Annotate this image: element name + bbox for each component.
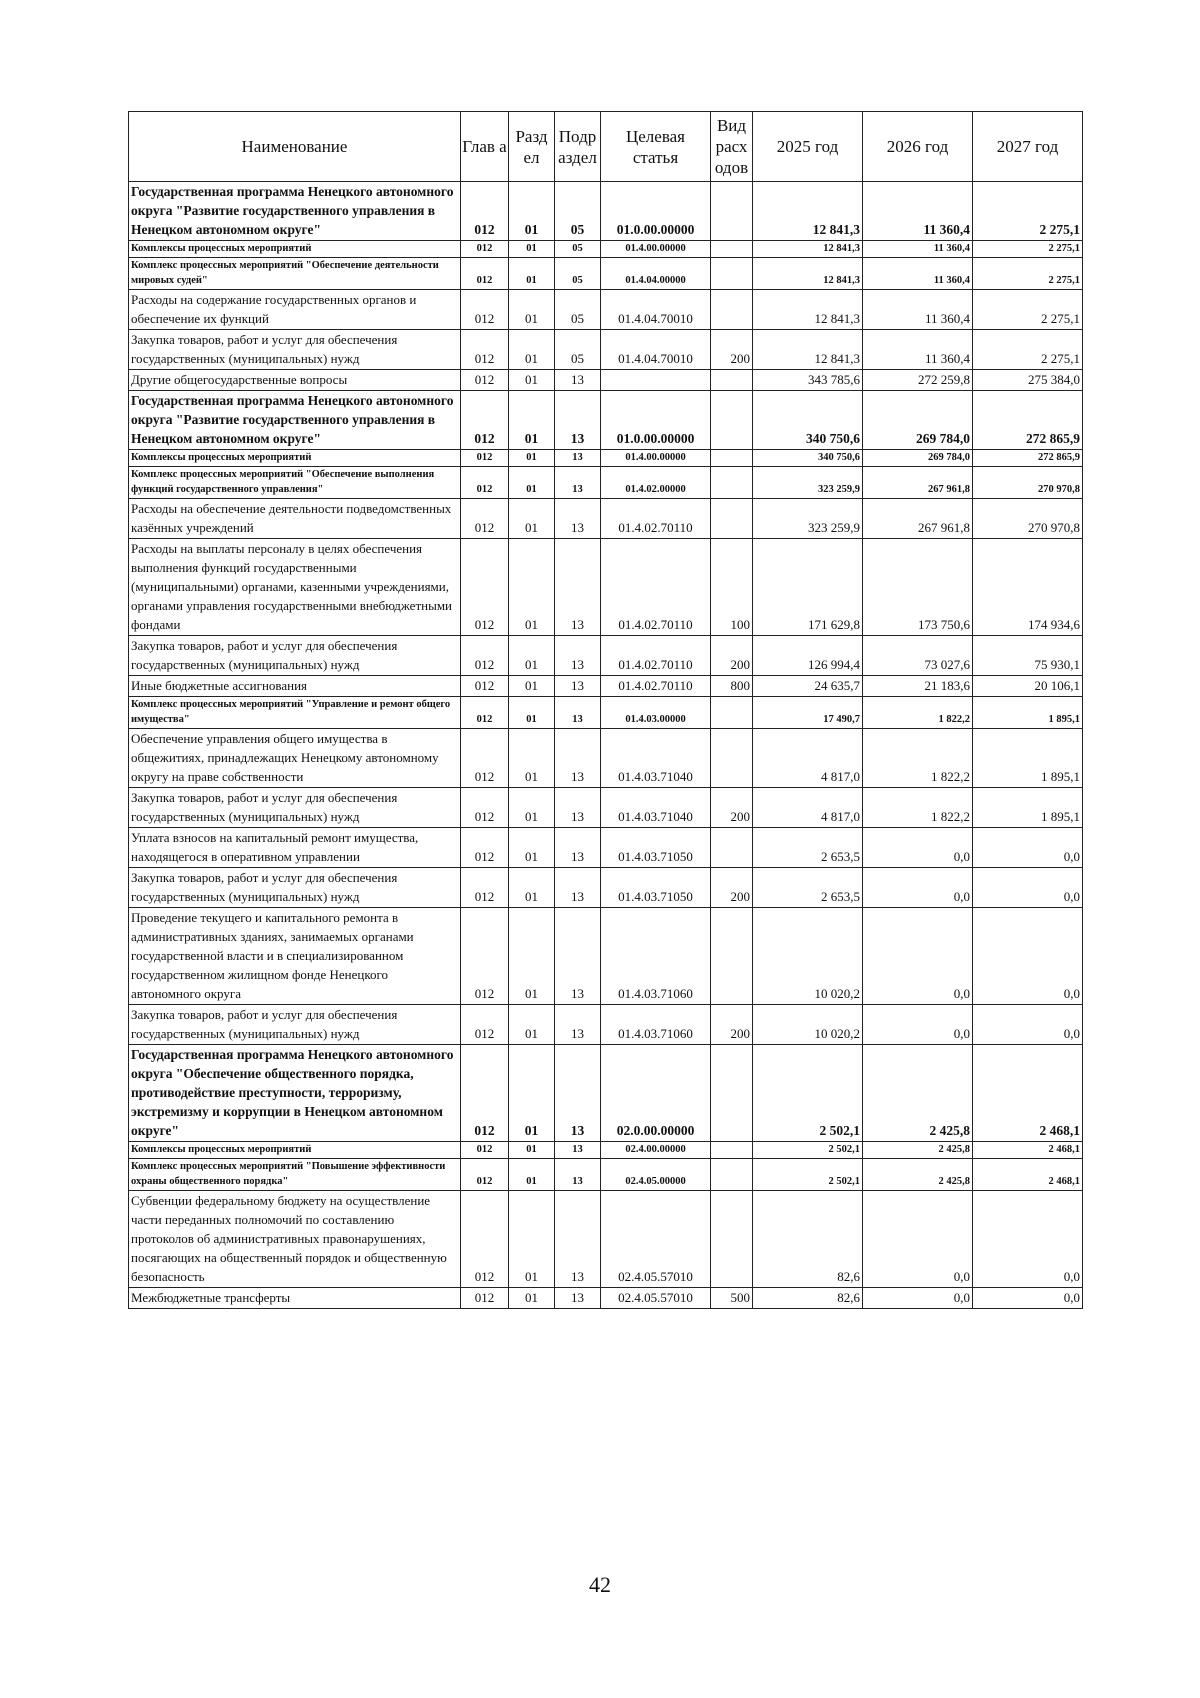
row-target-article: 01.4.02.70110	[601, 499, 711, 539]
table-row	[129, 908, 1083, 1005]
row-target-article: 01.0.00.00000	[601, 391, 711, 450]
row-amount-2027: 0,0	[973, 1005, 1083, 1045]
row-amount-2025: 340 750,6	[753, 391, 863, 450]
row-amount-2026: 11 360,4	[863, 241, 973, 258]
row-expense-type	[711, 241, 753, 258]
row-name: Иные бюджетные ассигнования	[129, 676, 461, 697]
table-row	[129, 258, 1083, 290]
table-row	[129, 467, 1083, 499]
row-podrazdel: 13	[555, 1191, 601, 1288]
row-amount-2026: 0,0	[863, 1005, 973, 1045]
row-amount-2025: 2 502,1	[753, 1159, 863, 1191]
row-razdel: 01	[509, 1288, 555, 1309]
row-glava: 012	[461, 499, 509, 539]
table-row	[129, 828, 1083, 868]
row-amount-2025: 2 653,5	[753, 868, 863, 908]
row-amount-2025: 12 841,3	[753, 290, 863, 330]
row-expense-type	[711, 499, 753, 539]
row-glava: 012	[461, 539, 509, 636]
row-podrazdel: 13	[555, 499, 601, 539]
row-glava: 012	[461, 330, 509, 370]
row-glava: 012	[461, 467, 509, 499]
row-target-article: 01.4.03.71050	[601, 828, 711, 868]
row-razdel: 01	[509, 499, 555, 539]
row-name: Проведение текущего и капитального ремонта в административных зданиях, занимаемых органами государственной власти и в специализированном государственном жилищном фонде Ненецкого автономного округа	[129, 908, 461, 1005]
row-glava: 012	[461, 391, 509, 450]
row-podrazdel: 05	[555, 241, 601, 258]
table-row	[129, 391, 1083, 450]
row-amount-2025: 82,6	[753, 1191, 863, 1288]
row-amount-2027: 272 865,9	[973, 450, 1083, 467]
row-expense-type	[711, 290, 753, 330]
row-amount-2025: 171 629,8	[753, 539, 863, 636]
row-name: Субвенции федеральному бюджету на осуществление части переданных полномочий по составлению протоколов об административных правонарушениях, посягающих на общественный порядок и общественную безопасность	[129, 1191, 461, 1288]
row-amount-2026: 2 425,8	[863, 1045, 973, 1142]
table-row	[129, 370, 1083, 391]
row-razdel: 01	[509, 1045, 555, 1142]
row-amount-2027: 1 895,1	[973, 697, 1083, 729]
table-row	[129, 729, 1083, 788]
row-amount-2026: 1 822,2	[863, 788, 973, 828]
row-target-article: 01.4.03.71060	[601, 1005, 711, 1045]
row-amount-2026: 21 183,6	[863, 676, 973, 697]
row-target-article: 02.4.00.00000	[601, 1142, 711, 1159]
row-razdel: 01	[509, 539, 555, 636]
page-number: 42	[589, 1572, 611, 1597]
row-name: Комплекс процессных мероприятий "Повышение эффективности охраны общественного порядка"	[129, 1159, 461, 1191]
row-target-article: 01.4.02.70110	[601, 539, 711, 636]
row-amount-2027: 0,0	[973, 908, 1083, 1005]
row-amount-2025: 126 994,4	[753, 636, 863, 676]
row-razdel: 01	[509, 391, 555, 450]
row-amount-2027: 2 275,1	[973, 330, 1083, 370]
row-glava: 012	[461, 1191, 509, 1288]
row-name: Комплекс процессных мероприятий "Обеспечение деятельности мировых судей"	[129, 258, 461, 290]
row-podrazdel: 13	[555, 1142, 601, 1159]
row-amount-2027: 275 384,0	[973, 370, 1083, 391]
table-row	[129, 1159, 1083, 1191]
row-podrazdel: 13	[555, 1159, 601, 1191]
table-row	[129, 182, 1083, 241]
row-amount-2026: 11 360,4	[863, 290, 973, 330]
row-amount-2027: 2 468,1	[973, 1045, 1083, 1142]
table-row	[129, 636, 1083, 676]
row-amount-2026: 267 961,8	[863, 467, 973, 499]
row-amount-2027: 270 970,8	[973, 499, 1083, 539]
row-razdel: 01	[509, 1005, 555, 1045]
row-amount-2026: 0,0	[863, 828, 973, 868]
row-expense-type	[711, 182, 753, 241]
row-amount-2025: 4 817,0	[753, 788, 863, 828]
row-podrazdel: 13	[555, 697, 601, 729]
row-amount-2025: 12 841,3	[753, 241, 863, 258]
row-amount-2025: 24 635,7	[753, 676, 863, 697]
row-amount-2026: 73 027,6	[863, 636, 973, 676]
row-expense-type: 200	[711, 788, 753, 828]
row-amount-2027: 0,0	[973, 1191, 1083, 1288]
row-amount-2027: 2 275,1	[973, 241, 1083, 258]
row-amount-2027: 270 970,8	[973, 467, 1083, 499]
row-expense-type	[711, 467, 753, 499]
table-row	[129, 330, 1083, 370]
row-podrazdel: 13	[555, 868, 601, 908]
row-target-article: 02.4.05.57010	[601, 1191, 711, 1288]
row-expense-type	[711, 1159, 753, 1191]
row-amount-2025: 2 502,1	[753, 1142, 863, 1159]
row-amount-2027: 0,0	[973, 868, 1083, 908]
row-glava: 012	[461, 636, 509, 676]
row-name: Расходы на обеспечение деятельности подведомственных казённых учреждений	[129, 499, 461, 539]
row-glava: 012	[461, 1005, 509, 1045]
row-expense-type	[711, 908, 753, 1005]
table-row	[129, 676, 1083, 697]
row-target-article: 01.4.02.00000	[601, 467, 711, 499]
row-amount-2026: 0,0	[863, 1191, 973, 1288]
row-podrazdel: 13	[555, 450, 601, 467]
row-expense-type	[711, 1045, 753, 1142]
row-amount-2027: 1 895,1	[973, 788, 1083, 828]
row-podrazdel: 13	[555, 676, 601, 697]
row-razdel: 01	[509, 729, 555, 788]
row-name: Уплата взносов на капитальный ремонт имущества, находящегося в оперативном управлении	[129, 828, 461, 868]
row-glava: 012	[461, 697, 509, 729]
row-podrazdel: 05	[555, 330, 601, 370]
row-amount-2025: 323 259,9	[753, 467, 863, 499]
row-razdel: 01	[509, 828, 555, 868]
table-row	[129, 1288, 1083, 1309]
row-expense-type: 500	[711, 1288, 753, 1309]
row-amount-2027: 174 934,6	[973, 539, 1083, 636]
row-name: Закупка товаров, работ и услуг для обеспечения государственных (муниципальных) нужд	[129, 636, 461, 676]
row-target-article: 01.4.03.71060	[601, 908, 711, 1005]
row-glava: 012	[461, 1045, 509, 1142]
table-body	[129, 182, 1083, 1309]
row-podrazdel: 13	[555, 1005, 601, 1045]
row-target-article: 01.4.04.70010	[601, 290, 711, 330]
row-amount-2025: 2 502,1	[753, 1045, 863, 1142]
row-podrazdel: 05	[555, 182, 601, 241]
row-name: Обеспечение управления общего имущества в общежитиях, принадлежащих Ненецкому автономному округу на праве собственности	[129, 729, 461, 788]
row-razdel: 01	[509, 182, 555, 241]
header-razdel: Разд ел	[509, 112, 555, 182]
row-amount-2025: 323 259,9	[753, 499, 863, 539]
row-amount-2025: 12 841,3	[753, 330, 863, 370]
row-target-article: 01.4.03.00000	[601, 697, 711, 729]
row-amount-2027: 2 275,1	[973, 290, 1083, 330]
row-glava: 012	[461, 370, 509, 391]
table-row	[129, 290, 1083, 330]
row-amount-2025: 17 490,7	[753, 697, 863, 729]
row-amount-2026: 0,0	[863, 908, 973, 1005]
row-amount-2027: 2 275,1	[973, 258, 1083, 290]
row-glava: 012	[461, 1142, 509, 1159]
row-name: Расходы на содержание государственных органов и обеспечение их функций	[129, 290, 461, 330]
row-expense-type	[711, 391, 753, 450]
row-glava: 012	[461, 450, 509, 467]
row-expense-type	[711, 828, 753, 868]
row-name: Закупка товаров, работ и услуг для обеспечения государственных (муниципальных) нужд	[129, 330, 461, 370]
row-amount-2026: 272 259,8	[863, 370, 973, 391]
row-glava: 012	[461, 729, 509, 788]
row-amount-2027: 2 468,1	[973, 1159, 1083, 1191]
row-expense-type: 100	[711, 539, 753, 636]
row-expense-type	[711, 697, 753, 729]
row-amount-2026: 269 784,0	[863, 391, 973, 450]
row-name: Комплекс процессных мероприятий "Обеспечение выполнения функций государственного управления"	[129, 467, 461, 499]
row-razdel: 01	[509, 370, 555, 391]
row-glava: 012	[461, 828, 509, 868]
table-row	[129, 868, 1083, 908]
row-target-article: 01.4.00.00000	[601, 241, 711, 258]
row-amount-2025: 2 653,5	[753, 828, 863, 868]
row-name: Межбюджетные трансферты	[129, 1288, 461, 1309]
header-expense-type: Вид расх одов	[711, 112, 753, 182]
row-glava: 012	[461, 290, 509, 330]
row-expense-type: 800	[711, 676, 753, 697]
row-amount-2025: 4 817,0	[753, 729, 863, 788]
row-target-article: 01.4.04.70010	[601, 330, 711, 370]
row-podrazdel: 13	[555, 788, 601, 828]
table-header-row	[129, 112, 1083, 182]
row-name: Закупка товаров, работ и услуг для обеспечения государственных (муниципальных) нужд	[129, 788, 461, 828]
row-podrazdel: 05	[555, 290, 601, 330]
row-amount-2026: 1 822,2	[863, 729, 973, 788]
row-amount-2026: 2 425,8	[863, 1159, 973, 1191]
table-row	[129, 450, 1083, 467]
row-target-article: 01.4.03.71040	[601, 729, 711, 788]
row-name: Комплексы процессных мероприятий	[129, 450, 461, 467]
row-name: Закупка товаров, работ и услуг для обеспечения государственных (муниципальных) нужд	[129, 1005, 461, 1045]
row-amount-2026: 2 425,8	[863, 1142, 973, 1159]
table-row	[129, 788, 1083, 828]
row-podrazdel: 13	[555, 370, 601, 391]
row-amount-2026: 11 360,4	[863, 182, 973, 241]
row-podrazdel: 13	[555, 828, 601, 868]
row-expense-type	[711, 1142, 753, 1159]
row-podrazdel: 13	[555, 391, 601, 450]
table-row	[129, 1005, 1083, 1045]
row-target-article: 02.4.05.57010	[601, 1288, 711, 1309]
table-row	[129, 499, 1083, 539]
row-podrazdel: 05	[555, 258, 601, 290]
row-podrazdel: 13	[555, 908, 601, 1005]
row-amount-2025: 10 020,2	[753, 1005, 863, 1045]
row-name: Расходы на выплаты персоналу в целях обеспечения выполнения функций государственными (муниципальными) органами, казенными учреждениями, органами управления государственными внебюджетными фондами	[129, 539, 461, 636]
row-amount-2025: 343 785,6	[753, 370, 863, 391]
row-name: Другие общегосударственные вопросы	[129, 370, 461, 391]
row-amount-2026: 11 360,4	[863, 258, 973, 290]
row-name: Комплекс процессных мероприятий "Управление и ремонт общего имущества"	[129, 697, 461, 729]
row-target-article: 02.0.00.00000	[601, 1045, 711, 1142]
row-amount-2026: 0,0	[863, 868, 973, 908]
budget-table	[128, 111, 1083, 1309]
row-name: Государственная программа Ненецкого автономного округа "Развитие государственного управления в Ненецком автономном округе"	[129, 182, 461, 241]
header-name: Наименование	[129, 112, 461, 182]
row-name: Государственная программа Ненецкого автономного округа "Обеспечение общественного порядка, противодействие преступности, терроризму, экстремизму и коррупции в Ненецком автономном округе"	[129, 1045, 461, 1142]
row-razdel: 01	[509, 330, 555, 370]
row-expense-type	[711, 1191, 753, 1288]
row-amount-2026: 269 784,0	[863, 450, 973, 467]
row-amount-2025: 12 841,3	[753, 258, 863, 290]
row-razdel: 01	[509, 788, 555, 828]
row-razdel: 01	[509, 1142, 555, 1159]
table-row	[129, 697, 1083, 729]
row-glava: 012	[461, 1159, 509, 1191]
table-row	[129, 241, 1083, 258]
row-amount-2025: 12 841,3	[753, 182, 863, 241]
row-glava: 012	[461, 258, 509, 290]
header-2027: 2027 год	[973, 112, 1083, 182]
row-name: Закупка товаров, работ и услуг для обеспечения государственных (муниципальных) нужд	[129, 868, 461, 908]
row-target-article: 01.4.02.70110	[601, 676, 711, 697]
row-target-article: 01.4.00.00000	[601, 450, 711, 467]
row-amount-2027: 2 468,1	[973, 1142, 1083, 1159]
row-target-article: 02.4.05.00000	[601, 1159, 711, 1191]
row-amount-2027: 75 930,1	[973, 636, 1083, 676]
row-target-article: 01.0.00.00000	[601, 182, 711, 241]
row-glava: 012	[461, 788, 509, 828]
row-expense-type	[711, 258, 753, 290]
row-podrazdel: 13	[555, 467, 601, 499]
row-target-article	[601, 370, 711, 391]
row-razdel: 01	[509, 676, 555, 697]
row-amount-2025: 340 750,6	[753, 450, 863, 467]
row-amount-2026: 0,0	[863, 1288, 973, 1309]
row-amount-2025: 10 020,2	[753, 908, 863, 1005]
row-glava: 012	[461, 1288, 509, 1309]
row-amount-2027: 20 106,1	[973, 676, 1083, 697]
row-glava: 012	[461, 182, 509, 241]
row-expense-type: 200	[711, 1005, 753, 1045]
row-target-article: 01.4.04.00000	[601, 258, 711, 290]
table-row	[129, 1191, 1083, 1288]
row-podrazdel: 13	[555, 1045, 601, 1142]
row-name: Государственная программа Ненецкого автономного округа "Развитие государственного управления в Ненецком автономном округе"	[129, 391, 461, 450]
row-expense-type	[711, 729, 753, 788]
row-razdel: 01	[509, 1191, 555, 1288]
table-row	[129, 539, 1083, 636]
table-row	[129, 1142, 1083, 1159]
row-name: Комплексы процессных мероприятий	[129, 1142, 461, 1159]
row-amount-2026: 11 360,4	[863, 330, 973, 370]
row-amount-2027: 1 895,1	[973, 729, 1083, 788]
row-expense-type	[711, 370, 753, 391]
row-razdel: 01	[509, 908, 555, 1005]
row-razdel: 01	[509, 1159, 555, 1191]
row-name: Комплексы процессных мероприятий	[129, 241, 461, 258]
row-razdel: 01	[509, 697, 555, 729]
row-amount-2026: 1 822,2	[863, 697, 973, 729]
row-amount-2027: 0,0	[973, 1288, 1083, 1309]
row-amount-2027: 0,0	[973, 828, 1083, 868]
row-glava: 012	[461, 241, 509, 258]
row-razdel: 01	[509, 258, 555, 290]
row-amount-2026: 267 961,8	[863, 499, 973, 539]
row-razdel: 01	[509, 636, 555, 676]
header-target-article: Целевая статья	[601, 112, 711, 182]
header-podrazdel: Подр аздел	[555, 112, 601, 182]
row-razdel: 01	[509, 290, 555, 330]
row-amount-2025: 82,6	[753, 1288, 863, 1309]
budget-table-sheet	[128, 111, 1082, 1309]
header-glava: Глав а	[461, 112, 509, 182]
row-expense-type: 200	[711, 868, 753, 908]
row-expense-type: 200	[711, 330, 753, 370]
row-razdel: 01	[509, 467, 555, 499]
row-target-article: 01.4.03.71050	[601, 868, 711, 908]
row-target-article: 01.4.02.70110	[601, 636, 711, 676]
row-razdel: 01	[509, 868, 555, 908]
row-expense-type	[711, 450, 753, 467]
row-expense-type: 200	[711, 636, 753, 676]
header-2026: 2026 год	[863, 112, 973, 182]
row-podrazdel: 13	[555, 539, 601, 636]
row-glava: 012	[461, 676, 509, 697]
row-podrazdel: 13	[555, 729, 601, 788]
row-target-article: 01.4.03.71040	[601, 788, 711, 828]
row-podrazdel: 13	[555, 636, 601, 676]
row-glava: 012	[461, 868, 509, 908]
row-amount-2027: 272 865,9	[973, 391, 1083, 450]
row-podrazdel: 13	[555, 1288, 601, 1309]
table-row	[129, 1045, 1083, 1142]
header-2025: 2025 год	[753, 112, 863, 182]
row-razdel: 01	[509, 241, 555, 258]
row-amount-2026: 173 750,6	[863, 539, 973, 636]
row-glava: 012	[461, 908, 509, 1005]
row-amount-2027: 2 275,1	[973, 182, 1083, 241]
row-razdel: 01	[509, 450, 555, 467]
